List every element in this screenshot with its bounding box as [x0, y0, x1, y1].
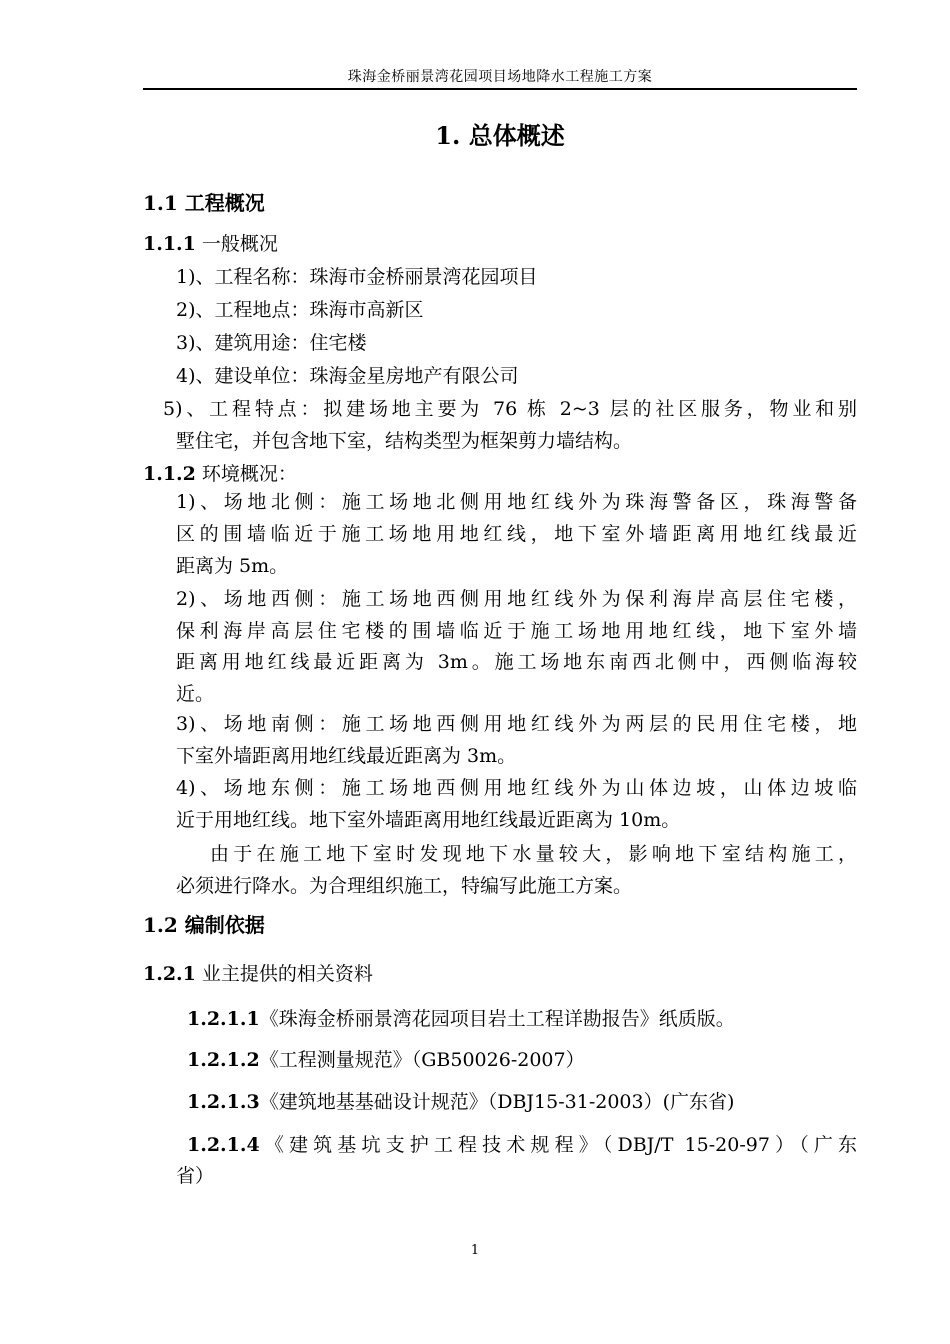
site-east-line-1: 4)、场地东侧：施工场地西侧用地红线外为山体边坡，山体边坡临	[176, 777, 857, 799]
reference-text: 《建筑地基基础设计规范》（DBJ15-31-2003）(广东省)	[259, 1091, 735, 1113]
subsection-title: 环境概况：	[195, 463, 297, 485]
site-north-line-1: 1)、场地北侧：施工场地北侧用地红线外为珠海警备区，珠海警备	[176, 491, 857, 513]
site-south-line-2: 下室外墙距离用地红线最近距离为 3m。	[176, 745, 517, 767]
project-features-line-2: 墅住宅，并包含地下室，结构类型为框架剪力墙结构。	[176, 430, 633, 452]
site-north-line-2: 区的围墙临近于施工场地用地红线，地下室外墙距离用地红线最近	[176, 523, 857, 545]
project-features-line-1: 5)、工程特点：拟建场地主要为 76 栋 2~3 层的社区服务，物业和别	[163, 398, 857, 420]
subsection-number: 1.1.1	[143, 233, 196, 255]
dewatering-reason-line-1: 由于在施工地下室时发现地下水量较大，影响地下室结构施工，	[210, 843, 857, 865]
reference-item	[187, 1048, 585, 1073]
reference-item	[187, 1133, 857, 1158]
subsection-heading-1-1-1	[143, 232, 278, 257]
site-south-line-1: 3)、场地南侧：施工场地西侧用地红线外为两层的民用住宅楼，地	[176, 713, 857, 735]
subsection-title: 一般概况	[195, 233, 278, 255]
site-west-line-3: 距离用地红线最近距离为 3m。施工场地东南西北侧中，西侧临海较	[176, 651, 857, 673]
project-location-item: 2)、工程地点：珠海市高新区	[176, 299, 424, 321]
header-rule	[143, 88, 857, 90]
subsection-number: 1.1.2	[143, 463, 196, 485]
subsection-number: 1.2.1	[143, 963, 196, 985]
subsection-heading-1-2-1	[143, 962, 373, 987]
reference-item	[187, 1007, 735, 1032]
reference-number: 1.2.1.3	[187, 1091, 260, 1113]
dewatering-reason-line-2: 必须进行降水。为合理组织施工，特编写此施工方案。	[176, 875, 633, 897]
reference-text: 《珠海金桥丽景湾花园项目岩土工程详勘报告》纸质版。	[259, 1008, 735, 1030]
section-heading-1-2: 1.2 编制依据	[143, 913, 265, 937]
project-name-item: 1)、工程名称：珠海市金桥丽景湾花园项目	[176, 266, 538, 288]
subsection-title: 业主提供的相关资料	[195, 963, 373, 985]
reference-item	[187, 1090, 734, 1115]
site-north-line-3: 距离为 5m。	[176, 555, 289, 577]
reference-number: 1.2.1.4	[187, 1134, 260, 1156]
site-west-line-2: 保利海岸高层住宅楼的围墙临近于施工场地用地红线，地下室外墙	[176, 620, 857, 642]
subsection-heading-1-1-2	[143, 462, 297, 487]
reference-number: 1.2.1.1	[187, 1008, 260, 1030]
site-west-line-4: 近。	[176, 683, 215, 705]
site-west-line-1: 2)、场地西侧：施工场地西侧用地红线外为保利海岸高层住宅楼，	[176, 588, 857, 610]
running-header: 珠海金桥丽景湾花园项目场地降水工程施工方案	[347, 69, 653, 85]
owner-item: 4)、建设单位：珠海金星房地产有限公司	[176, 365, 519, 387]
reference-text: 《建筑基坑支护工程技术规程》（DBJ/T 15-20-97）（广东	[259, 1134, 857, 1156]
reference-number: 1.2.1.2	[187, 1049, 260, 1071]
section-heading-1-1: 1.1 工程概况	[143, 191, 265, 215]
site-east-line-2: 近于用地红线。地下室外墙距离用地红线最近距离为 10m。	[176, 809, 681, 831]
chapter-title: 1. 总体概述	[435, 121, 565, 150]
page-number: 1	[470, 1243, 480, 1258]
reference-item-continuation: 省）	[176, 1165, 215, 1187]
building-use-item: 3)、建筑用途：住宅楼	[176, 332, 367, 354]
reference-text: 《工程测量规范》（GB50026-2007）	[259, 1049, 585, 1071]
